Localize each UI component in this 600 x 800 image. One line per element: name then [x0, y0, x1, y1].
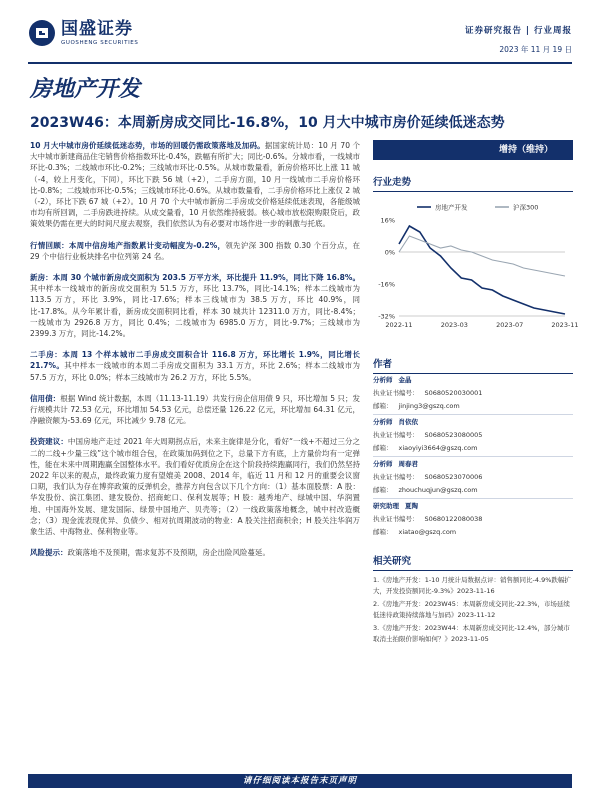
x-tick-label: 2023-07: [496, 321, 524, 329]
analyst-role: 分析师: [373, 418, 393, 426]
cert-number: S0680520030001: [424, 389, 483, 397]
cert-label: 执业证书编号：: [373, 431, 419, 439]
x-tick-label: 2023-03: [440, 321, 468, 329]
paragraph-credit-bonds: [30, 393, 360, 427]
analyst-entry: [373, 458, 573, 499]
paragraph-highlight: 行情回顾：本周中信房地产指数累计变动幅度为-0.2%，: [30, 240, 226, 250]
paragraph-price-trend: [30, 140, 360, 230]
analyst-role: 分析师: [373, 376, 393, 384]
paragraph-text: 其中样本一线城市的本周二手房成交面积为 33.1 万方，环比 2.6%；样本二线城市为 57.5 万方，环比 0.0%；样本三线城市为 26.2 万方，环比 5.5%。: [30, 361, 360, 382]
y-tick-label: 16%: [380, 216, 395, 225]
cert-label: 执业证书编号：: [373, 515, 419, 523]
paragraph-text: 领先沪深 300 指数 0.30 个百分点，在 29 个中信行业板块排名中位列第 24 名。: [30, 240, 360, 261]
paragraph-text: 根据 Wind 统计数据，本周（11.13-11.19）共发行房企信用债 9 只，环比增加 5 只；发行规模共计 72.53 亿元，环比增加 54.53 亿元，总偿还量 126.22 亿元，环比增加 64.31 亿元，净融资额为-53.69 亿元，环比减少 9.78 亿元。: [30, 393, 361, 426]
analyst-email-link[interactable]: xiatao@gszq.com: [398, 528, 457, 536]
logo-chinese-name: 国盛证券: [61, 19, 133, 39]
analyst-email-line: [373, 442, 573, 455]
cert-label: 执业证书编号：: [373, 473, 419, 481]
analyst-name-line: [373, 374, 573, 387]
footer-disclaimer: 请仔细阅读本报告末页声明: [28, 774, 572, 788]
paragraph-highlight: 10 月大中城市房价延续低迷态势，市场的回暖仍需政策落地及加码。: [30, 141, 265, 150]
analyst-divider: [373, 456, 573, 457]
series-line-hs300: [399, 236, 565, 276]
paragraph-highlight: 风险提示：: [30, 548, 68, 558]
analyst-name: 肖依依: [398, 418, 418, 426]
paragraph-highlight: 二手房：本周 13 个样本城市二手房成交面积合计 116.8 万方，环比增长 1.9%，同比增长 21.7%。: [30, 350, 360, 371]
paragraph-investment-advice: [30, 436, 360, 537]
y-tick-label: -32%: [378, 312, 395, 321]
analyst-email-link[interactable]: jinjing3@gszq.com: [398, 402, 460, 410]
paragraph-highlight: 信用债：: [30, 393, 61, 403]
paragraph-text: 其中样本一线城市的新房成交面积为 51.5 万方，环比 13.7%，同比-14.1%；样本二线城市为 113.5 万方，环比 3.9%，同比-17.6%；样本三线城市为 38.5 万方，环比 40.9%，同比-17.8%。从今年累计看，新房成交面积同比看，样本 30 城共计 12311.0 万方，同比-8.4%；一线城市为 2926.8 万方，同比 0.4%；二线城市为 6985.0 万方，同比-9.7%；三线城市为 2399.3 万方，同比-14.2%。: [30, 284, 360, 339]
paragraph-highlight: 投资建议：: [30, 437, 68, 447]
analyst-divider: [373, 414, 573, 415]
industry-trend-chart: [373, 198, 579, 342]
logo-mark-icon: [28, 19, 56, 47]
report-meta: [465, 24, 572, 55]
related-research-item[interactable]: 3.《房地产开发：2023W44：本周新房成交同比-12.4%，部分城市取消土拍限价影响如何？》2023-11-05: [373, 624, 570, 643]
analyst-email-line: [373, 484, 573, 497]
related-research-item[interactable]: 2.《房地产开发：2023W45：本周新房成交同比-22.3%，市场延续低迷待政策持续落地与加码》2023-11-12: [373, 600, 570, 619]
analyst-name: 夏陶: [405, 502, 418, 510]
email-label: 邮箱：: [373, 486, 393, 494]
paragraph-text: 政策落地不及预期，需求复苏不及预期，房企出险风险蔓延。: [67, 548, 270, 558]
paragraph-market-review: [30, 240, 360, 262]
legend-label: 沪深300: [513, 203, 539, 212]
analyst-email-link[interactable]: xiaoyiyi3664@gszq.com: [398, 444, 478, 452]
cert-number: S0680122080038: [424, 515, 483, 523]
paragraph-second-hand: [30, 349, 360, 383]
related-section-title: 相关研究: [373, 553, 573, 571]
y-tick-label: 0%: [384, 248, 395, 257]
analyst-divider: [373, 498, 573, 499]
side-panel: [373, 140, 579, 647]
rating-badge: 增持（维持）: [373, 140, 573, 160]
cert-number: S0680523070006: [424, 473, 483, 481]
analyst-name-line: [373, 500, 573, 513]
related-research-item[interactable]: 1.《房地产开发：1-10 月统计局数据点评：销售额同比-4.9%跌幅扩大，开发投资额同比-9.3%》2023-11-16: [373, 576, 571, 595]
analyst-cert-line: [373, 513, 573, 526]
analyst-email-line: [373, 400, 573, 413]
trend-chart-svg: [373, 198, 579, 338]
analyst-role: 研究助理: [373, 502, 399, 510]
x-tick-label: 2023-11: [551, 321, 579, 329]
report-type: 证券研究报告 | 行业周报: [464, 26, 572, 36]
analyst-list: [373, 374, 573, 539]
analyst-name-line: [373, 416, 573, 429]
header-divider: [28, 62, 572, 64]
report-headline: 2023W46：本周新房成交同比-16.8%，10 月大中城市房价延续低迷态势: [30, 115, 505, 131]
company-logo: [28, 16, 178, 50]
email-label: 邮箱：: [373, 402, 393, 410]
x-tick-label: 2022-11: [385, 321, 413, 329]
logo-english-name: GUOSHENG SECURITIES: [61, 40, 139, 46]
analyst-name-line: [373, 458, 573, 471]
analyst-email-link[interactable]: zhouchuqjun@gszq.com: [398, 486, 478, 494]
analyst-entry: [373, 416, 573, 457]
analyst-email-line: [373, 526, 573, 539]
email-label: 邮箱：: [373, 444, 393, 452]
cert-number: S0680523080005: [424, 431, 483, 439]
related-research-list: [373, 575, 573, 644]
analyst-name: 金晶: [398, 376, 412, 384]
y-tick-label: -16%: [378, 280, 395, 289]
analyst-role: 分析师: [373, 460, 393, 468]
industry-title: 房地产开发: [30, 76, 141, 102]
paragraph-highlight: 新房：本周 30 个城市新房成交面积为 203.5 万平方米，环比提升 11.9%，同比下降 16.8%。: [30, 273, 360, 283]
legend-label: 房地产开发: [435, 203, 468, 212]
paragraph-risk: [30, 547, 360, 558]
analyst-cert-line: [373, 387, 573, 400]
email-label: 邮箱：: [373, 528, 393, 536]
report-date: 2023 年 11 月 19 日: [499, 45, 572, 54]
authors-section-title: 作者: [373, 356, 573, 374]
series-line-real-estate: [399, 226, 565, 314]
analyst-entry: [373, 374, 573, 415]
analyst-cert-line: [373, 429, 573, 442]
trend-section-title: 行业走势: [373, 174, 573, 192]
paragraph-text: 中国房地产走过 2021 年大周期拐点后，未来主旋律是分化，看好“一线+不超过三分之二的二线+少量三线”这个城市组合包，在政策加码到位之下，总量下方有底，上方量价均有一定弹性，能在未来中周期跑赢全国整体水平。我们看好优质房企在这个阶段持续跑赢同行，我们仍然坚持 2022 年以来的观点，最终政策力度有望媲美 2008、2014 年，临近 11 月和 12 月的重要会议窗口期，我们认为存在博弈政策的反弹机会，推荐方向包含以下几个方向：（1）基本面股票：A 股：华发股份、滨江集团、建发股份、招商蛇口、保利发展等；H 股：越秀地产、绿城中国、华润置地、中国海外发展、建发国际、绿景中国地产、贝壳等；（2）一线政策落地概念，城中村改造概念；（3）现金流表现优异、负债少、相对抗周期波动的物业：A 股关注招商积余；H 股关注华润万象生活、中海物业、保利物业等。: [30, 437, 361, 537]
analyst-name: 周春君: [398, 460, 418, 468]
paragraph-text: 据国家统计局：10 月 70 个大中城市新建商品住宅销售价格指数环比-0.4%，跌幅有所扩大；同比-0.6%。分城市看，一线城市环比-0.3%；二线城市环比-0.2%；三线城市环比-0.5%。从城市数量看，新房价格环比上涨 11 城（-4，较上月变化，下同），环比下跌 56 城（+2），二手房方面，10 月一线城市二手房价格环比-0.8%；二线城市环比-0.5%；三线城市环比-0.6%。从城市数量看，二手房价格环比上涨仅 2 城（-2），环比下跌 67 城（+2）。10 月 70 个大中城市新房二手房成交价格延续低迷表现，各能级城市均有所回调，二手房跌进持续。从成交量看，10 月依然维持疲弱。核心城市放松限购限贷后，政策效果仍需在更大的时间尺度去观察，我们依然认为有必要对市场作进一步的刺激与托底。: [30, 141, 361, 229]
main-content: [30, 140, 360, 569]
analyst-cert-line: [373, 471, 573, 484]
cert-label: 执业证书编号：: [373, 389, 419, 397]
analyst-entry: [373, 500, 573, 539]
paragraph-new-homes: [30, 272, 360, 339]
